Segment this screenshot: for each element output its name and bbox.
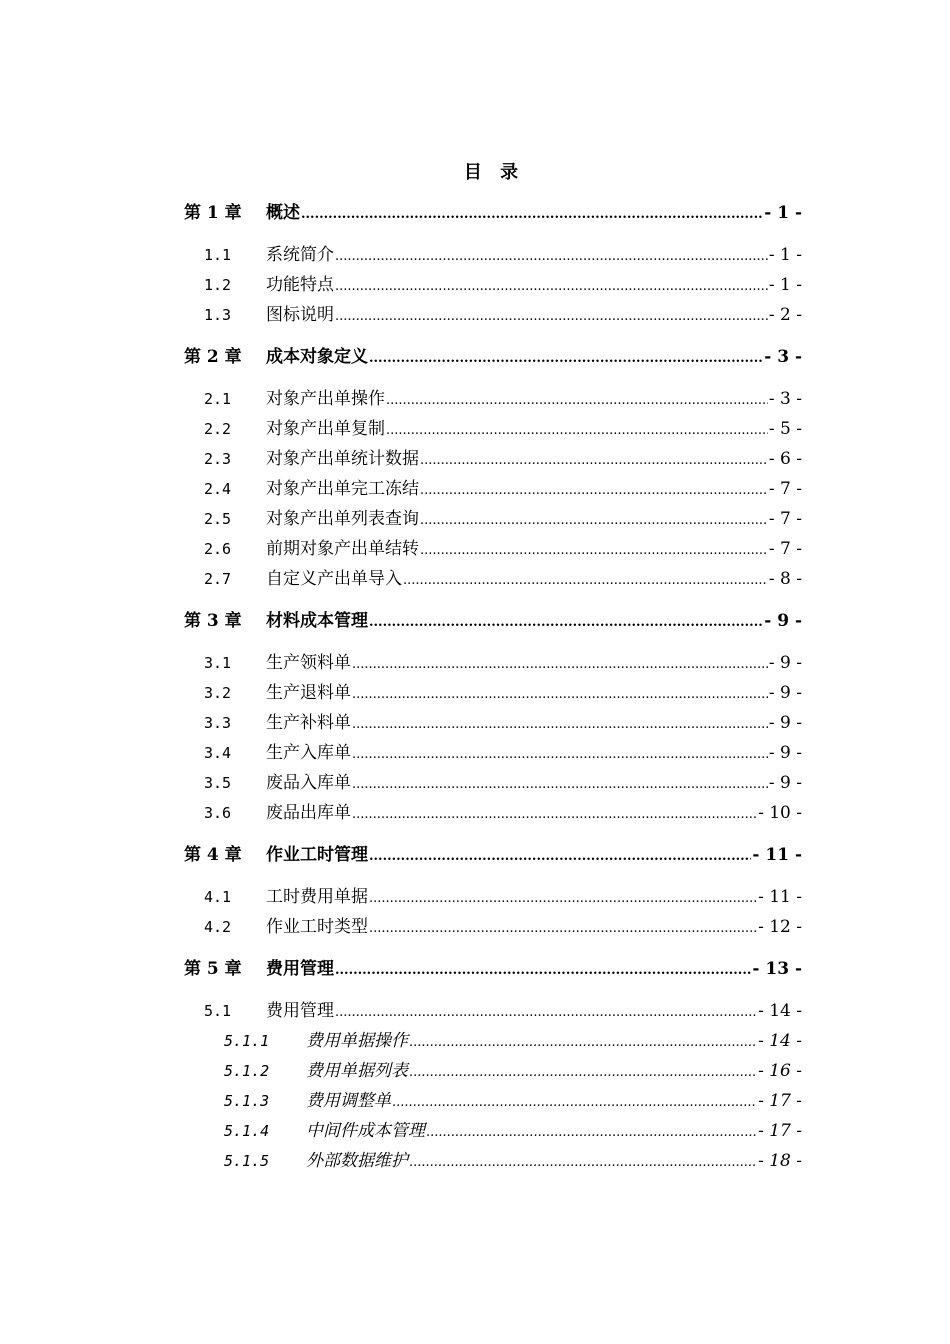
- toc-entry-label: 概述: [266, 203, 300, 223]
- toc-entry-sub[interactable]: [184, 1146, 802, 1176]
- dot-leader: [420, 506, 768, 536]
- toc-entry-sec[interactable]: [184, 738, 802, 768]
- toc-entry-number: 2.1: [204, 390, 232, 408]
- toc-entry-page-number: - 11 -: [758, 887, 802, 907]
- toc-entry-page-number: - 1 -: [764, 203, 802, 223]
- dot-leader: [352, 710, 768, 740]
- toc-entry-label: 费用管理: [266, 1001, 334, 1021]
- toc-entry-label: 费用管理: [266, 959, 334, 979]
- toc-entry-sec[interactable]: [184, 798, 802, 828]
- toc-entry-chapter[interactable]: [184, 954, 802, 984]
- toc-entry-number: 4.1: [204, 888, 232, 906]
- toc-entry-sec[interactable]: [184, 414, 802, 444]
- toc-entry-label: 作业工时类型: [266, 917, 368, 937]
- toc-entry-sec[interactable]: [184, 504, 802, 534]
- toc-entry-sec[interactable]: [184, 768, 802, 798]
- dot-leader: [352, 650, 768, 680]
- toc-entry-sec[interactable]: [184, 474, 802, 504]
- toc-entry-sec[interactable]: [184, 384, 802, 414]
- toc-entry-page-number: - 10 -: [758, 803, 802, 823]
- toc-entry-page-number: - 12 -: [758, 917, 802, 937]
- toc-entry-sub[interactable]: [184, 1086, 802, 1116]
- toc-entry-number: 2.5: [204, 510, 232, 528]
- toc-entry-number: 2.6: [204, 540, 232, 558]
- toc-entry-number: 2.7: [204, 570, 232, 588]
- toc-entry-number: 5.1.1: [224, 1032, 270, 1050]
- toc-entry-number: 3.1: [204, 654, 232, 672]
- toc-entry-label: 生产领料单: [266, 653, 351, 673]
- toc-entry-number: 5.1.2: [224, 1062, 270, 1080]
- toc-entry-sec[interactable]: [184, 912, 802, 942]
- toc-entry-page-number: - 9 -: [768, 653, 802, 673]
- toc-entry-label: 废品出库单: [266, 803, 351, 823]
- dot-leader: [386, 416, 768, 446]
- toc-entry-number: 2.2: [204, 420, 232, 438]
- toc-entry-number: 5.1.5: [224, 1152, 270, 1170]
- toc-entry-label: 费用调整单: [306, 1091, 391, 1111]
- toc-entry-label: 费用单据操作: [306, 1031, 408, 1051]
- toc-entry-sec[interactable]: [184, 534, 802, 564]
- dot-leader: [352, 680, 768, 710]
- toc-entry-page-number: - 17 -: [758, 1121, 802, 1141]
- toc-entry-sec[interactable]: [184, 882, 802, 912]
- toc-entry-number: 5.1: [204, 1002, 232, 1020]
- toc-entry-sec[interactable]: [184, 270, 802, 300]
- dot-leader: [335, 242, 768, 272]
- toc-entry-label: 材料成本管理: [266, 611, 368, 631]
- toc-entry-label: 生产退料单: [266, 683, 351, 703]
- toc-entry-label: 成本对象定义: [266, 347, 368, 367]
- toc-entry-number: 3.3: [204, 714, 232, 732]
- dot-leader: [426, 1118, 757, 1148]
- toc-entry-page-number: - 1 -: [768, 275, 802, 295]
- dot-leader: [420, 536, 768, 566]
- toc-entry-number: 3.2: [204, 684, 232, 702]
- dot-leader: [335, 272, 768, 302]
- toc-entry-label: 对象产出单操作: [266, 389, 385, 409]
- dot-leader: [352, 770, 768, 800]
- toc-entry-number: 第 5 章: [184, 959, 242, 979]
- toc-entry-label: 中间件成本管理: [306, 1121, 425, 1141]
- toc-entry-label: 自定义产出单导入: [266, 569, 402, 589]
- dot-leader: [409, 1148, 757, 1178]
- toc-entry-label: 前期对象产出单结转: [266, 539, 419, 559]
- dot-leader: [335, 998, 757, 1028]
- dot-leader: [369, 914, 757, 944]
- toc-entry-sub[interactable]: [184, 1026, 802, 1056]
- toc-entry-sec[interactable]: [184, 444, 802, 474]
- toc-entry-number: 2.3: [204, 450, 232, 468]
- toc-entry-label: 生产补料单: [266, 713, 351, 733]
- toc-entry-number: 第 3 章: [184, 611, 242, 631]
- dot-leader: [369, 842, 751, 872]
- toc-entry-number: 1.3: [204, 306, 232, 324]
- dot-leader: [386, 386, 768, 416]
- toc-entry-chapter[interactable]: [184, 606, 802, 636]
- toc-entry-page-number: - 14 -: [758, 1031, 802, 1051]
- dot-leader: [403, 566, 768, 596]
- toc-entry-sec[interactable]: [184, 996, 802, 1026]
- toc-entry-chapter[interactable]: [184, 342, 802, 372]
- toc-entry-sec[interactable]: [184, 678, 802, 708]
- toc-entry-page-number: - 2 -: [768, 305, 802, 325]
- toc-entry-sec[interactable]: [184, 300, 802, 330]
- toc-entry-number: 第 1 章: [184, 203, 242, 223]
- toc-title: 目 录: [463, 162, 525, 183]
- toc-entry-number: 3.4: [204, 744, 232, 762]
- toc-entry-sec[interactable]: [184, 708, 802, 738]
- table-of-contents: [184, 198, 802, 1176]
- dot-leader: [420, 476, 768, 506]
- toc-entry-label: 系统简介: [266, 245, 334, 265]
- toc-entry-label: 废品入库单: [266, 773, 351, 793]
- toc-entry-page-number: - 16 -: [758, 1061, 802, 1081]
- dot-leader: [420, 446, 768, 476]
- toc-entry-page-number: - 5 -: [768, 419, 802, 439]
- toc-entry-number: 5.1.4: [224, 1122, 270, 1140]
- toc-entry-page-number: - 18 -: [758, 1151, 802, 1171]
- toc-entry-label: 对象产出单列表查询: [266, 509, 419, 529]
- dot-leader: [335, 302, 768, 332]
- toc-entry-number: 1.1: [204, 246, 232, 264]
- dot-leader: [369, 608, 763, 638]
- toc-entry-page-number: - 11 -: [752, 845, 802, 865]
- toc-entry-number: 3.5: [204, 774, 232, 792]
- toc-entry-label: 功能特点: [266, 275, 334, 295]
- toc-entry-page-number: - 7 -: [768, 479, 802, 499]
- toc-entry-sub[interactable]: [184, 1056, 802, 1086]
- toc-entry-label: 对象产出单统计数据: [266, 449, 419, 469]
- toc-entry-label: 作业工时管理: [266, 845, 368, 865]
- toc-entry-page-number: - 7 -: [768, 539, 802, 559]
- toc-entry-number: 2.4: [204, 480, 232, 498]
- dot-leader: [369, 884, 757, 914]
- toc-entry-page-number: - 9 -: [768, 683, 802, 703]
- toc-entry-sec[interactable]: [184, 240, 802, 270]
- toc-entry-number: 第 2 章: [184, 347, 242, 367]
- toc-entry-page-number: - 9 -: [764, 611, 802, 631]
- toc-entry-page-number: - 9 -: [768, 773, 802, 793]
- toc-entry-chapter[interactable]: [184, 198, 802, 228]
- toc-entry-page-number: - 9 -: [768, 713, 802, 733]
- toc-entry-number: 1.2: [204, 276, 232, 294]
- toc-entry-page-number: - 8 -: [768, 569, 802, 589]
- toc-entry-label: 对象产出单完工冻结: [266, 479, 419, 499]
- toc-entry-page-number: - 7 -: [768, 509, 802, 529]
- toc-entry-page-number: - 3 -: [768, 389, 802, 409]
- toc-entry-label: 费用单据列表: [306, 1061, 408, 1081]
- toc-entry-label: 对象产出单复制: [266, 419, 385, 439]
- toc-entry-label: 外部数据维护: [306, 1151, 408, 1171]
- toc-entry-page-number: - 17 -: [758, 1091, 802, 1111]
- dot-leader: [301, 200, 763, 230]
- toc-entry-page-number: - 6 -: [768, 449, 802, 469]
- toc-entry-chapter[interactable]: [184, 840, 802, 870]
- toc-entry-number: 3.6: [204, 804, 232, 822]
- dot-leader: [409, 1028, 757, 1058]
- toc-entry-page-number: - 14 -: [758, 1001, 802, 1021]
- dot-leader: [369, 344, 763, 374]
- dot-leader: [392, 1088, 757, 1118]
- dot-leader: [352, 740, 768, 770]
- dot-leader: [352, 800, 757, 830]
- toc-entry-number: 5.1.3: [224, 1092, 270, 1110]
- dot-leader: [409, 1058, 757, 1088]
- dot-leader: [335, 956, 751, 986]
- toc-entry-sec[interactable]: [184, 564, 802, 594]
- toc-entry-number: 4.2: [204, 918, 232, 936]
- toc-entry-page-number: - 1 -: [768, 245, 802, 265]
- toc-entry-page-number: - 9 -: [768, 743, 802, 763]
- toc-entry-page-number: - 3 -: [764, 347, 802, 367]
- toc-entry-sub[interactable]: [184, 1116, 802, 1146]
- toc-entry-sec[interactable]: [184, 648, 802, 678]
- toc-entry-label: 生产入库单: [266, 743, 351, 763]
- toc-entry-label: 工时费用单据: [266, 887, 368, 907]
- toc-entry-label: 图标说明: [266, 305, 334, 325]
- toc-entry-page-number: - 13 -: [752, 959, 802, 979]
- toc-entry-number: 第 4 章: [184, 845, 242, 865]
